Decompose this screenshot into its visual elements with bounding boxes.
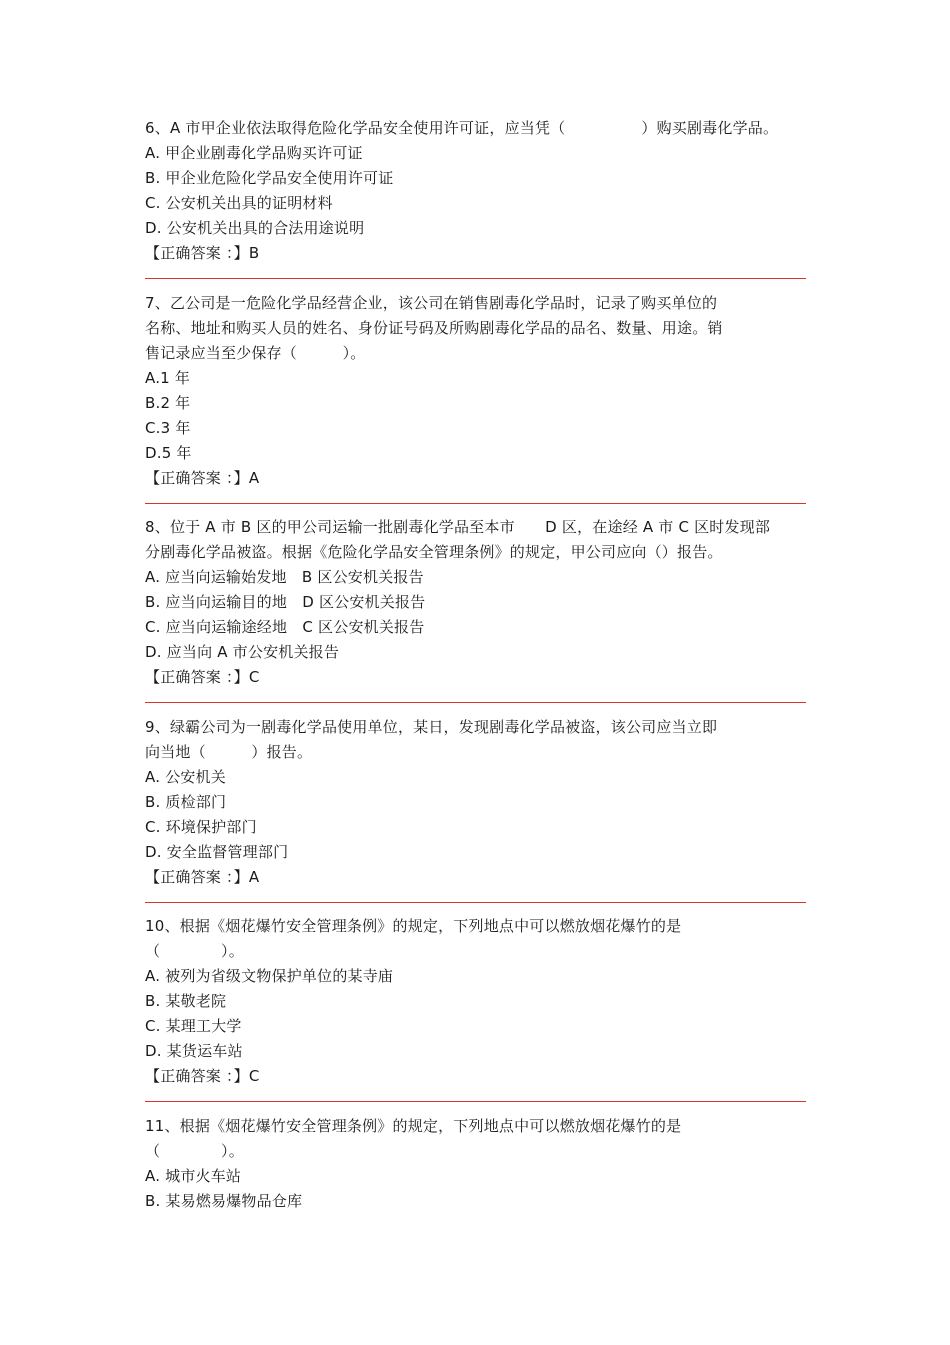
question-stem: 7、乙公司是一危险化学品经营企业，该公司在销售剧毒化学品时，记录了购买单位的: [145, 294, 718, 312]
option-a: A. 被列为省级文物保护单位的某寺庙: [145, 967, 394, 985]
option-d: D. 某货运车站: [145, 1042, 243, 1060]
option-b: B. 某敬老院: [145, 992, 227, 1010]
option-b: B. 质检部门: [145, 793, 227, 811]
option-a: A.1 年: [145, 369, 191, 387]
correct-answer: 【正确答案 ：】C: [145, 668, 260, 686]
question-stem: （ ）。: [145, 1142, 244, 1160]
option-a: A. 甲企业剧毒化学品购买许可证: [145, 144, 363, 162]
option-d: D. 应当向 A 市公安机关报告: [145, 643, 340, 661]
option-a: A. 应当向运输始发地 B 区公安机关报告: [145, 568, 424, 586]
question-stem: 向当地（ ）报告。: [145, 743, 313, 761]
correct-answer: 【正确答案 ：】C: [145, 1067, 260, 1085]
option-a: A. 公安机关: [145, 768, 226, 786]
question-7: [145, 291, 810, 491]
option-c: C. 某理工大学: [145, 1017, 242, 1035]
option-c: C. 公安机关出具的证明材料: [145, 194, 333, 212]
correct-answer: 【正确答案 ：】A: [145, 469, 260, 487]
divider-line: [145, 1101, 806, 1102]
question-stem: 售记录应当至少保存（ ）。: [145, 344, 366, 362]
divider-line: [145, 278, 806, 279]
question-stem: 9、绿霸公司为一剧毒化学品使用单位，某日，发现剧毒化学品被盗，该公司应当立即: [145, 718, 718, 736]
option-b: B.2 年: [145, 394, 191, 412]
option-a: A. 城市火车站: [145, 1167, 242, 1185]
question-8: [145, 515, 810, 690]
option-c: C. 应当向运输途经地 C 区公安机关报告: [145, 618, 425, 636]
question-6: [145, 116, 810, 266]
option-b: B. 甲企业危险化学品安全使用许可证: [145, 169, 394, 187]
option-c: C. 环境保护部门: [145, 818, 257, 836]
correct-answer: 【正确答案 ：】B: [145, 244, 260, 262]
option-b: B. 应当向运输目的地 D 区公安机关报告: [145, 593, 426, 611]
option-d: D. 公安机关出具的合法用途说明: [145, 219, 365, 237]
question-stem: 8、位于 A 市 B 区的甲公司运输一批剧毒化学品至本市 D 区，在途经 A 市 C 区时发现部: [145, 518, 771, 536]
question-stem: 分剧毒化学品被盗。根据《危险化学品安全管理条例》的规定，甲公司应向（）报告。: [145, 543, 723, 561]
question-stem: 11、根据《烟花爆竹安全管理条例》的规定，下列地点中可以燃放烟花爆竹的是: [145, 1117, 682, 1135]
divider-line: [145, 702, 806, 703]
option-d: D.5 年: [145, 444, 192, 462]
option-c: C.3 年: [145, 419, 191, 437]
question-stem: 6、A 市甲企业依法取得危险化学品安全使用许可证，应当凭（ ）购买剧毒化学品。: [145, 119, 779, 137]
question-10: [145, 914, 810, 1089]
question-stem: 名称、地址和购买人员的姓名、身份证号码及所购剧毒化学品的品名、数量、用途。销: [145, 319, 723, 337]
question-stem: 10、根据《烟花爆竹安全管理条例》的规定，下列地点中可以燃放烟花爆竹的是: [145, 917, 682, 935]
option-b: B. 某易燃易爆物品仓库: [145, 1192, 303, 1210]
divider-line: [145, 503, 806, 504]
correct-answer: 【正确答案 ：】A: [145, 868, 260, 886]
divider-line: [145, 902, 806, 903]
option-d: D. 安全监督管理部门: [145, 843, 289, 861]
question-11: [145, 1114, 810, 1214]
question-stem: （ ）。: [145, 942, 244, 960]
question-9: [145, 715, 810, 890]
